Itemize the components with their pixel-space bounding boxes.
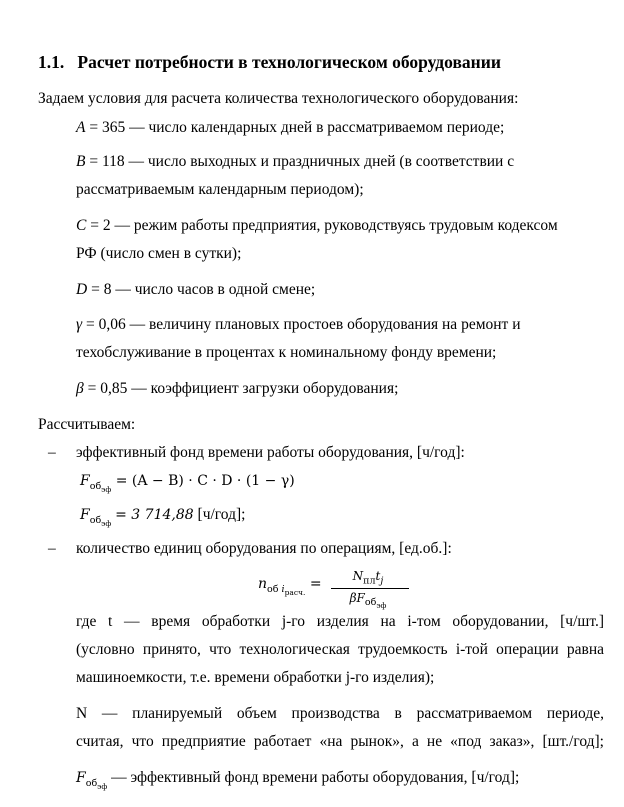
npl-line-2: считая, что предприятие работает «на рынок», а не «под заказ», [шт./год]; — [76, 733, 604, 750]
formula-expression: = (A − B) · C · D · (1 − γ) — [115, 473, 295, 489]
condition-c — [76, 216, 558, 236]
var-beta: β — [76, 380, 84, 397]
bullet-2-marker: – — [48, 540, 56, 557]
bullet-2-text: количество единиц оборудования по операциям, [ед.об.]: — [76, 540, 452, 557]
formula-n-lhs: $n_{об i_{расч.}}$ = — [258, 576, 322, 597]
condition-beta — [76, 379, 398, 399]
condition-b — [76, 152, 514, 172]
text-a: — число календарных дней в рассматриваемом периоде; — [129, 119, 505, 136]
section-title: Расчет потребности в технологическом оборудовании — [77, 52, 501, 72]
var-a: A — [76, 119, 86, 136]
fraction-numerator: $N_{пл}t_j$ — [352, 569, 384, 587]
condition-d — [76, 280, 315, 300]
text-b-1: — число выходных и праздничных дней (в соответствии с — [128, 153, 515, 170]
result-unit: [ч/год]; — [197, 506, 246, 523]
bullet-1-text: эффективный фонд времени работы оборудования, [ч/год]: — [76, 444, 465, 461]
formula-feff: $F_{об_{эф}} = (A - B) \cdot C \cdot D \cdot (1 - \gamma)$ — [80, 473, 295, 494]
text-gamma-2: техобслуживание в процентах к номинальному фонду времени; — [76, 344, 497, 361]
text-c-2: РФ (число смен в сутки); — [76, 245, 242, 262]
text-d: — число часов в одной смене; — [115, 281, 316, 298]
bullet-1-marker: – — [48, 444, 56, 461]
value-gamma: = 0,06 — [85, 316, 126, 333]
text-c-1: — режим работы предприятия, руководствуясь трудовым кодексом — [114, 217, 558, 234]
npl-line-1: N — планируемый объем производства в рассматриваемом периоде, — [76, 705, 604, 722]
var-gamma: γ — [76, 316, 83, 333]
condition-gamma — [76, 315, 521, 335]
where-line-3: машиноемкости, т.е. времени обработки j-го изделия); — [76, 669, 435, 686]
value-c: = 2 — [90, 217, 111, 234]
feff-description: $F_{об_{эф}}$ — эффективный фонд времени работы оборудования, [ч/год]; — [76, 769, 520, 791]
value-beta: = 0,85 — [87, 380, 128, 397]
value-d: = 8 — [91, 281, 112, 298]
var-d: D — [76, 281, 88, 298]
value-b: = 118 — [89, 153, 125, 170]
section-heading — [38, 52, 501, 72]
where-line-1: где t — время обработки j-го изделия на i-том оборудовании, [ч/шт.] — [76, 613, 604, 630]
condition-a — [76, 118, 504, 138]
where-line-2: (условно принято, что технологическая трудоемкость i-той операции равна — [76, 641, 604, 658]
calc-label: Рассчитываем: — [38, 416, 136, 433]
value-a: = 365 — [89, 119, 126, 136]
var-b: B — [76, 153, 86, 170]
text-b-2: рассматриваемым календарным периодом); — [76, 181, 364, 198]
fraction-denominator: $\beta F_{об_{эф}}$ — [349, 591, 387, 611]
result-feff: $F_{об_{эф}} = 3$ 714,88 [ч/год]; — [80, 506, 246, 528]
var-c: C — [76, 217, 87, 234]
text-beta: — коэффициент загрузки оборудования; — [131, 380, 399, 397]
intro-text: Задаем условия для расчета количества технологического оборудования: — [38, 90, 519, 107]
feff-text: — эффективный фонд времени работы оборудования, [ч/год]; — [111, 769, 520, 786]
text-gamma-1: — величину плановых простоев оборудования на ремонт и — [129, 316, 521, 333]
result-value: = 3 714,88 — [115, 507, 194, 523]
section-number: 1.1. — [38, 52, 65, 72]
